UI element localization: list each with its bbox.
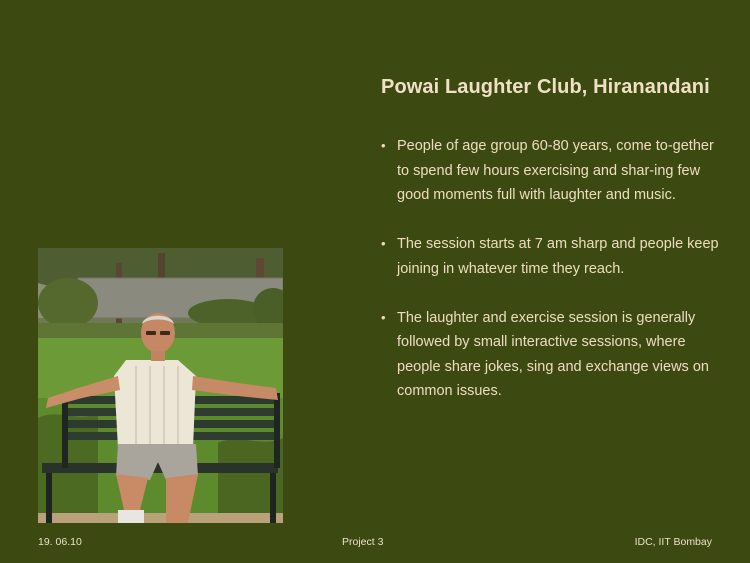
footer-date: 19. 06.10 (38, 536, 82, 548)
bullet-item (381, 232, 721, 281)
bullet-text: People of age group 60-80 years, come to-gether to spend few hours exercising and shar-ing few good moments full with laughter and music. (397, 138, 714, 203)
bullet-item (381, 306, 721, 404)
bullet-item (381, 134, 721, 208)
bullet-icon: • (381, 309, 386, 325)
footer-project: Project 3 (342, 536, 384, 548)
slide-title: Powai Laughter Club, Hiranandani (381, 76, 710, 98)
bullet-list (381, 134, 721, 428)
bullet-icon: • (381, 138, 386, 153)
bullet-icon: • (381, 236, 386, 251)
bullet-text: The session starts at 7 am sharp and people keep joining in whatever time they reach. (397, 236, 719, 277)
footer-institution: IDC, IIT Bombay (634, 536, 712, 548)
photo-man-on-bench (38, 248, 283, 523)
bullet-text: The laughter and exercise session is generally followed by small interactive sessions, where people share jokes, sing and exchange views on common issues. (397, 309, 709, 399)
